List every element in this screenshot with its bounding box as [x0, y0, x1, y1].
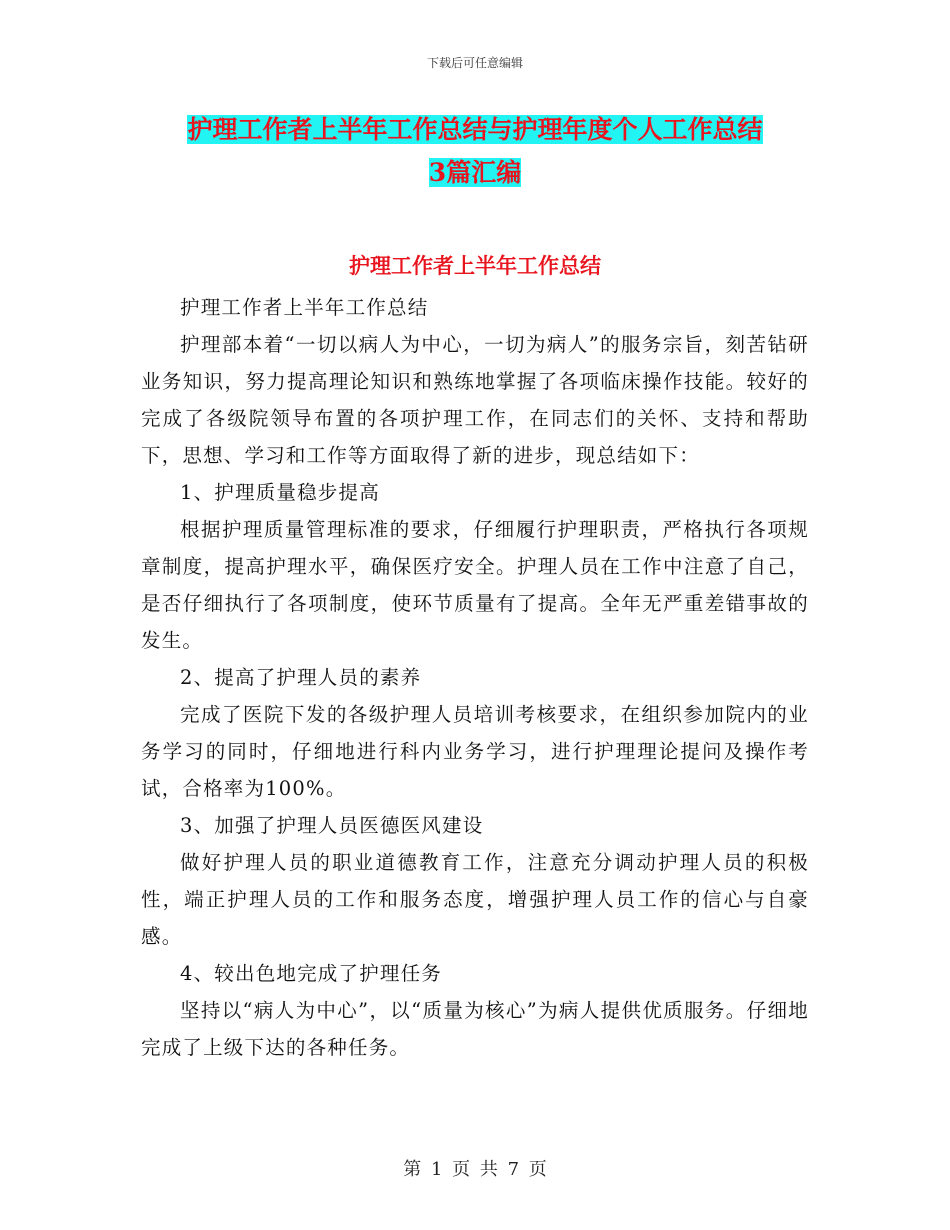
paragraph-body-4: 坚持以“病人为中心”，以“质量为核心”为病人提供优质服务。仔细地完成了上级下达的各种任务。: [141, 999, 809, 1059]
document-title-line-2: [0, 156, 950, 190]
document-title-text-2: 3篇汇编: [428, 158, 522, 187]
paragraph-body-2: 完成了医院下发的各级护理人员培训考核要求，在组织参加院内的业务学习的同时，仔细地进行科内业务学习，进行护理理论提问及操作考试，合格率为100%。: [141, 703, 809, 800]
header-note: 下载后可任意编辑: [426, 56, 523, 70]
section-title: 护理工作者上半年工作总结: [349, 253, 601, 278]
paragraph-subtitle: 护理工作者上半年工作总结: [180, 296, 429, 319]
page-footer: 第 1 页 共 7 页: [403, 1159, 547, 1180]
paragraph-body-1: 根据护理质量管理标准的要求，仔细履行护理职责，严格执行各项规章制度，提高护理水平，确保医疗安全。护理人员在工作中注意了自己，是否仔细执行了各项制度，使环节质量有了提高。全年无严重差错事故的发生。: [141, 518, 809, 652]
paragraph-heading-3: 3、加强了护理人员医德医风建设: [180, 814, 484, 837]
paragraph-body-3: 做好护理人员的职业道德教育工作，注意充分调动护理人员的积极性，端正护理人员的工作和服务态度，增强护理人员工作的信心与自豪感。: [141, 851, 809, 948]
paragraph-heading-4: 4、较出色地完成了护理任务: [180, 962, 443, 985]
document-body: [141, 289, 809, 1066]
document-title-text-1: 护理工作者上半年工作总结与护理年度个人工作总结: [187, 115, 763, 144]
document-title-line-1: [0, 113, 950, 147]
paragraph-intro: 护理部本着“一切以病人为中心，一切为病人”的服务宗旨，刻苦钻研业务知识，努力提高理论知识和熟练地掌握了各项临床操作技能。较好的完成了各级院领导布置的各项护理工作，在同志们的关怀、支持和帮助下，思想、学习和工作等方面取得了新的进步，现总结如下：: [141, 333, 809, 467]
paragraph-heading-1: 1、护理质量稳步提高: [180, 481, 380, 504]
paragraph-heading-2: 2、提高了护理人员的素养: [180, 666, 422, 689]
